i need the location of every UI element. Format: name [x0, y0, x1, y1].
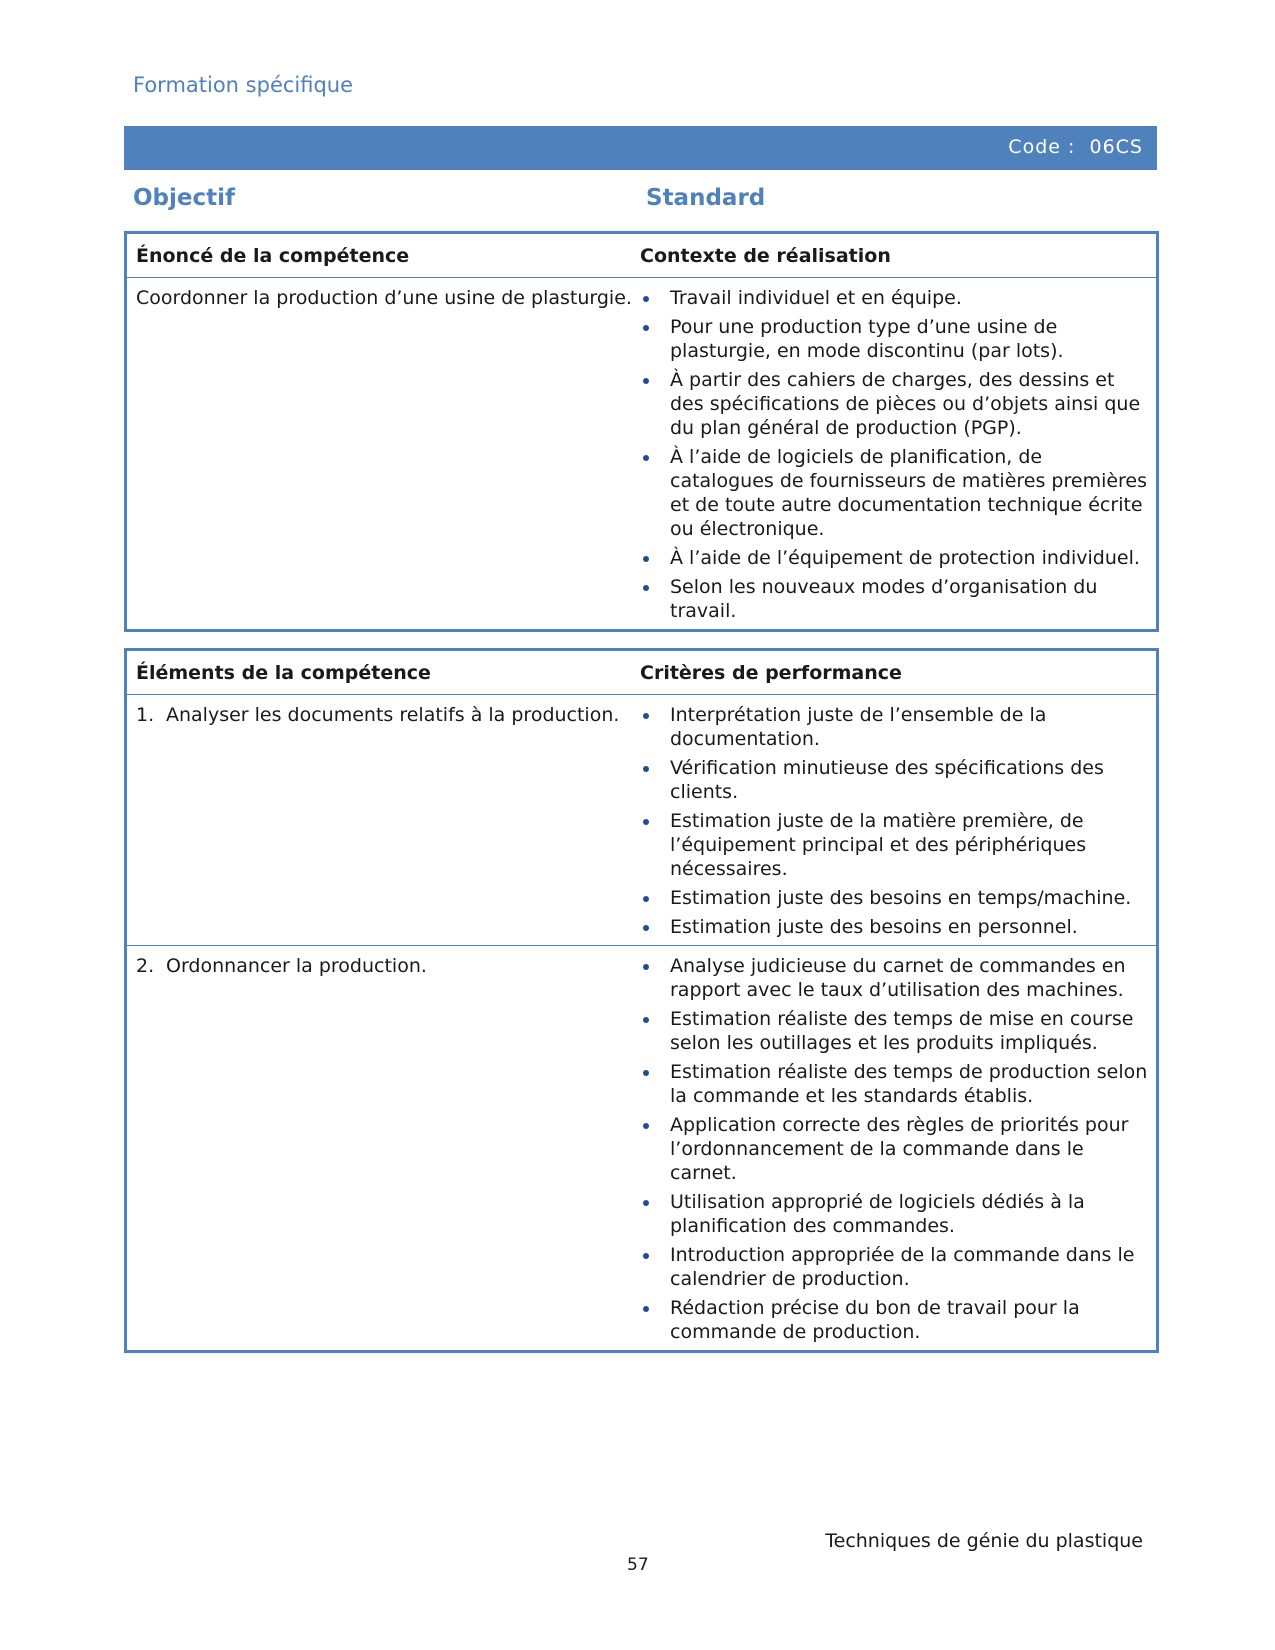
list-item: Utilisation approprié de logiciels dédiés à la planification des commandes. [640, 1190, 1148, 1238]
list-item: Estimation réaliste des temps de mise en course selon les outillages et les produits impliqués. [640, 1007, 1148, 1055]
element-number: 1. [136, 704, 155, 726]
list-item: Vérification minutieuse des spécifications des clients. [640, 756, 1148, 804]
statement-header: Énoncé de la compétence [136, 245, 410, 267]
criteria-header: Critères de performance [640, 662, 902, 684]
bullet-icon [643, 325, 649, 331]
list-item: Selon les nouveaux modes d’organisation du travail. [640, 575, 1148, 623]
list-item: Interprétation juste de l’ensemble de la documentation. [640, 703, 1148, 751]
bullet-icon [643, 819, 649, 825]
list-item: À partir des cahiers de charges, des dessins et des spécifications de pièces ou d’objets ainsi que du plan général de production (PGP). [640, 368, 1148, 440]
list-item: À l’aide de logiciels de planification, de catalogues de fournisseurs de matières premières et de toute autre documentation technique écrite ou électronique. [640, 445, 1148, 541]
bullet-icon [643, 1253, 649, 1259]
element-number: 2. [136, 955, 155, 977]
bullet-icon [643, 585, 649, 591]
bullet-icon [643, 1200, 649, 1206]
list-item: Introduction appropriée de la commande dans le calendrier de production. [640, 1243, 1148, 1291]
code-label: Code : [1008, 136, 1076, 158]
element-1 [127, 695, 640, 945]
elements-header: Éléments de la compétence [136, 662, 431, 684]
list-item: Estimation juste des besoins en temps/machine. [640, 886, 1148, 910]
list-item: Travail individuel et en équipe. [640, 286, 1148, 310]
bullet-icon [643, 1070, 649, 1076]
bullet-icon [643, 1306, 649, 1312]
bullet-icon [643, 964, 649, 970]
context-cell [640, 278, 1156, 629]
competency-statement: Coordonner la production d’une usine de plasturgie. [136, 287, 632, 309]
table-row [127, 945, 1156, 1350]
criteria-cell [640, 946, 1156, 1350]
criteria-cell [640, 695, 1156, 945]
bullet-icon [643, 455, 649, 461]
bullet-icon [643, 896, 649, 902]
bullet-icon [643, 378, 649, 384]
bullet-icon [643, 1017, 649, 1023]
table-header-row [127, 651, 1156, 694]
list-item: Estimation juste de la matière première, de l’équipement principal et des périphériques nécessaires. [640, 809, 1148, 881]
competency-elements-table [124, 648, 1159, 1353]
list-item: Estimation juste des besoins en personnel. [640, 915, 1148, 939]
table-row [127, 277, 1156, 629]
bullet-icon [643, 1123, 649, 1129]
standard-heading: Standard [646, 185, 766, 211]
code-value: 06CS [1089, 136, 1143, 158]
list-item: À l’aide de l’équipement de protection individuel. [640, 546, 1148, 570]
competency-statement-table [124, 231, 1159, 632]
element-label: Analyser les documents relatifs à la production. [166, 704, 620, 726]
section-label: Formation spécifique [133, 73, 354, 97]
footer-program-title: Techniques de génie du plastique [825, 1530, 1143, 1552]
bullet-icon [643, 556, 649, 562]
list-item: Analyse judicieuse du carnet de commandes en rapport avec le taux d’utilisation des machines. [640, 954, 1148, 1002]
element-label: Ordonnancer la production. [166, 955, 427, 977]
context-header: Contexte de réalisation [640, 245, 891, 267]
table-row [127, 694, 1156, 945]
context-list [640, 286, 1148, 623]
criteria-list [640, 954, 1148, 1344]
list-item: Application correcte des règles de priorités pour l’ordonnancement de la commande dans le carnet. [640, 1113, 1148, 1185]
objective-heading: Objectif [133, 185, 236, 211]
page-number: 57 [627, 1555, 649, 1575]
code-bar [124, 126, 1157, 170]
list-item: Pour une production type d’une usine de plasturgie, en mode discontinu (par lots). [640, 315, 1148, 363]
bullet-icon [643, 713, 649, 719]
criteria-list [640, 703, 1148, 939]
bullet-icon [643, 296, 649, 302]
list-item: Estimation réaliste des temps de production selon la commande et les standards établis. [640, 1060, 1148, 1108]
bullet-icon [643, 925, 649, 931]
course-code [1008, 136, 1143, 158]
list-item: Rédaction précise du bon de travail pour la commande de production. [640, 1296, 1148, 1344]
bullet-icon [643, 766, 649, 772]
table-header-row [127, 234, 1156, 277]
element-2 [127, 946, 640, 1350]
